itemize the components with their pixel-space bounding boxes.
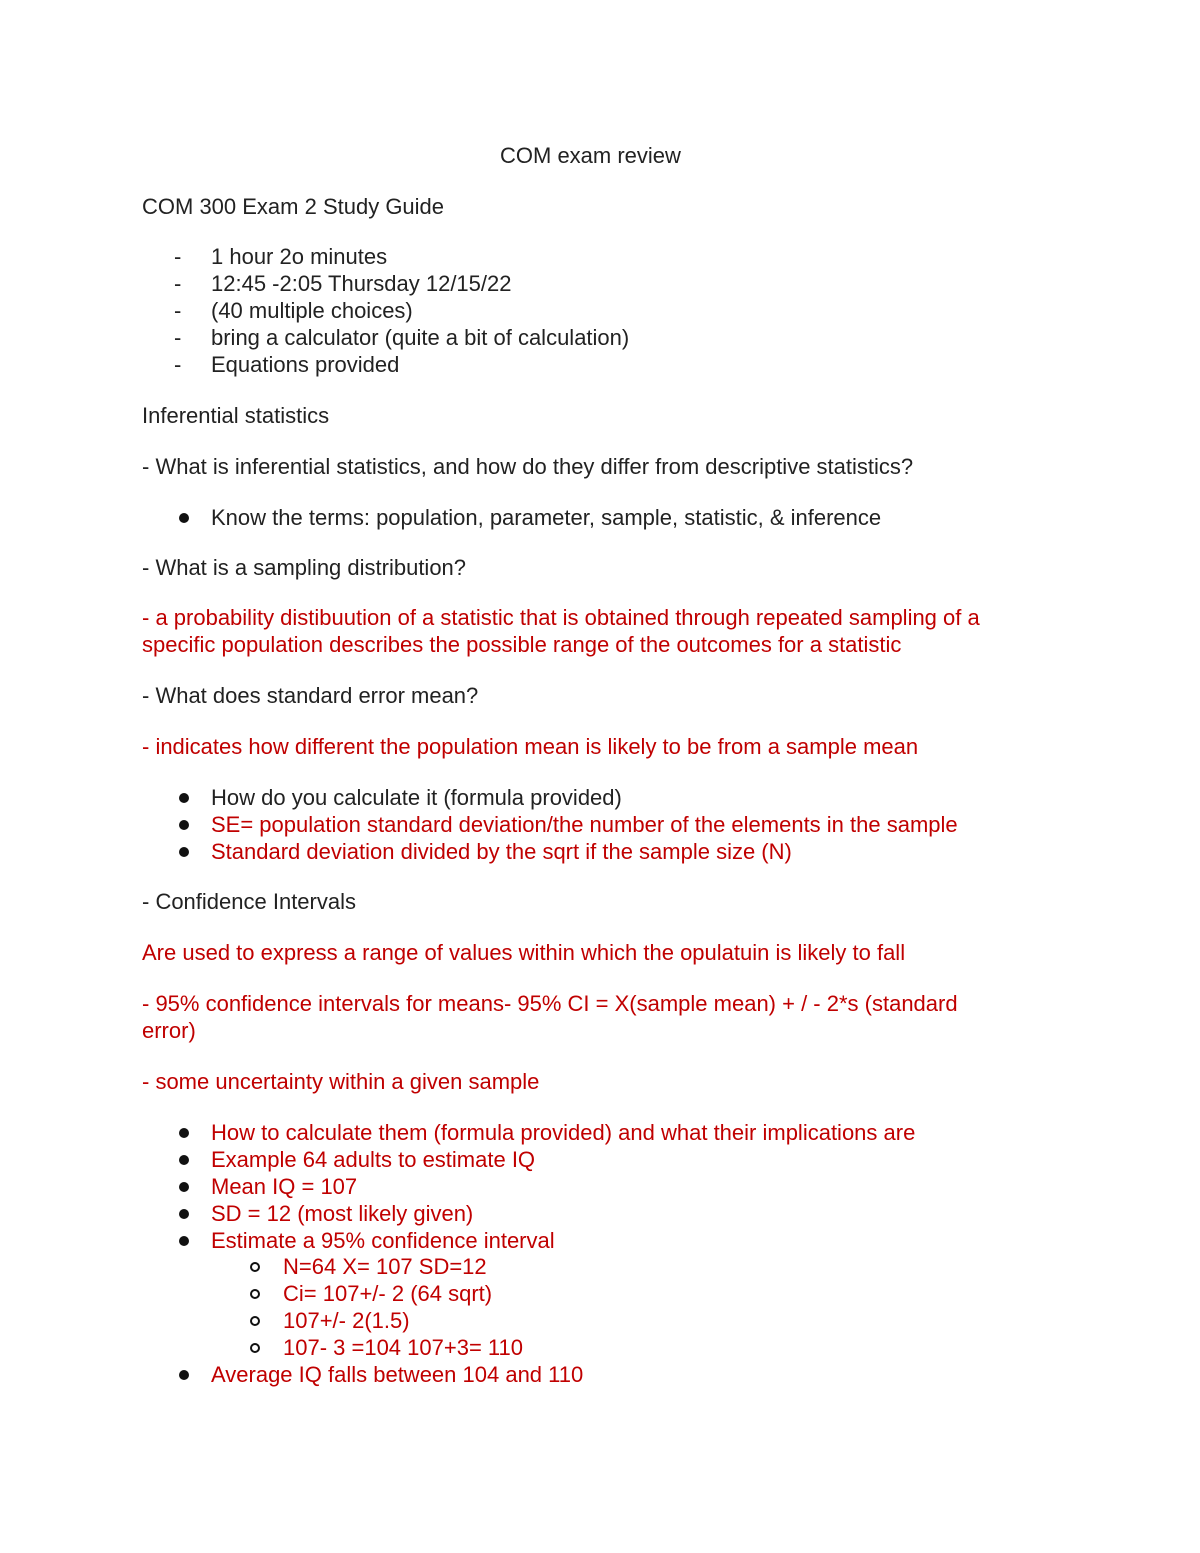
- list-item: Mean IQ = 107: [211, 1174, 358, 1199]
- bullet-icon: [179, 1209, 189, 1219]
- list-item: Standard deviation divided by the sqrt if the sample size (N): [211, 839, 792, 864]
- list-item: SE= population standard deviation/the number of the elements in the sample: [211, 812, 958, 837]
- study-guide-heading: COM 300 Exam 2 Study Guide: [142, 194, 445, 219]
- dash-marker: -: [174, 325, 182, 350]
- list-item: (40 multiple choices): [211, 298, 413, 323]
- list-item: Estimate a 95% confidence interval: [211, 1228, 555, 1253]
- list-item: How do you calculate it (formula provided): [211, 785, 622, 810]
- dash-marker: -: [174, 244, 182, 269]
- list-item: 1 hour 2o minutes: [211, 244, 388, 269]
- list-item: bring a calculator (quite a bit of calculation): [211, 325, 630, 350]
- question: - What does standard error mean?: [142, 683, 479, 708]
- bullet-icon: [179, 1182, 189, 1192]
- bullet-icon: [179, 513, 189, 523]
- bullet-icon: [179, 793, 189, 803]
- question: - What is a sampling distribution?: [142, 555, 467, 580]
- answer: specific population describes the possible range of the outcomes for a statistic: [142, 632, 902, 657]
- sub-list-item: 107+/- 2(1.5): [283, 1308, 410, 1333]
- circle-bullet-icon: [250, 1316, 260, 1326]
- list-item: 12:45 -2:05 Thursday 12/15/22: [211, 271, 512, 296]
- answer: - indicates how different the population mean is likely to be from a sample mean: [142, 734, 919, 759]
- sub-list-item: Ci= 107+/- 2 (64 sqrt): [283, 1281, 493, 1306]
- list-item: How to calculate them (formula provided) and what their implications are: [211, 1120, 916, 1145]
- bullet-icon: [179, 1155, 189, 1165]
- section-heading: Inferential statistics: [142, 403, 330, 428]
- bullet-icon: [179, 820, 189, 830]
- question: - What is inferential statistics, and how do they differ from descriptive statistics?: [142, 454, 914, 479]
- dash-marker: -: [174, 298, 182, 323]
- dash-marker: -: [174, 352, 182, 377]
- formula-line: error): [142, 1018, 196, 1043]
- question: - Confidence Intervals: [142, 889, 356, 914]
- list-item: Equations provided: [211, 352, 400, 377]
- circle-bullet-icon: [250, 1343, 260, 1353]
- answer: Are used to express a range of values within which the opulatuin is likely to fall: [142, 940, 906, 965]
- formula-line: - 95% confidence intervals for means- 95% CI = X(sample mean) + / - 2*s (standard: [142, 991, 958, 1016]
- document-title: COM exam review: [500, 143, 681, 168]
- answer: - a probability distibuution of a statistic that is obtained through repeated sampling of a: [142, 605, 980, 630]
- list-item: SD = 12 (most likely given): [211, 1201, 474, 1226]
- dash-marker: -: [174, 271, 182, 296]
- bullet-icon: [179, 1128, 189, 1138]
- bullet-icon: [179, 1236, 189, 1246]
- list-item: Average IQ falls between 104 and 110: [211, 1362, 584, 1387]
- list-item: Know the terms: population, parameter, sample, statistic, & inference: [211, 505, 882, 530]
- list-item: Example 64 adults to estimate IQ: [211, 1147, 536, 1172]
- bullet-icon: [179, 847, 189, 857]
- sub-list-item: 107- 3 =104 107+3= 110: [283, 1335, 523, 1360]
- circle-bullet-icon: [250, 1289, 260, 1299]
- sub-list-item: N=64 X= 107 SD=12: [283, 1254, 487, 1279]
- circle-bullet-icon: [250, 1262, 260, 1272]
- bullet-icon: [179, 1370, 189, 1380]
- answer: - some uncertainty within a given sample: [142, 1069, 540, 1094]
